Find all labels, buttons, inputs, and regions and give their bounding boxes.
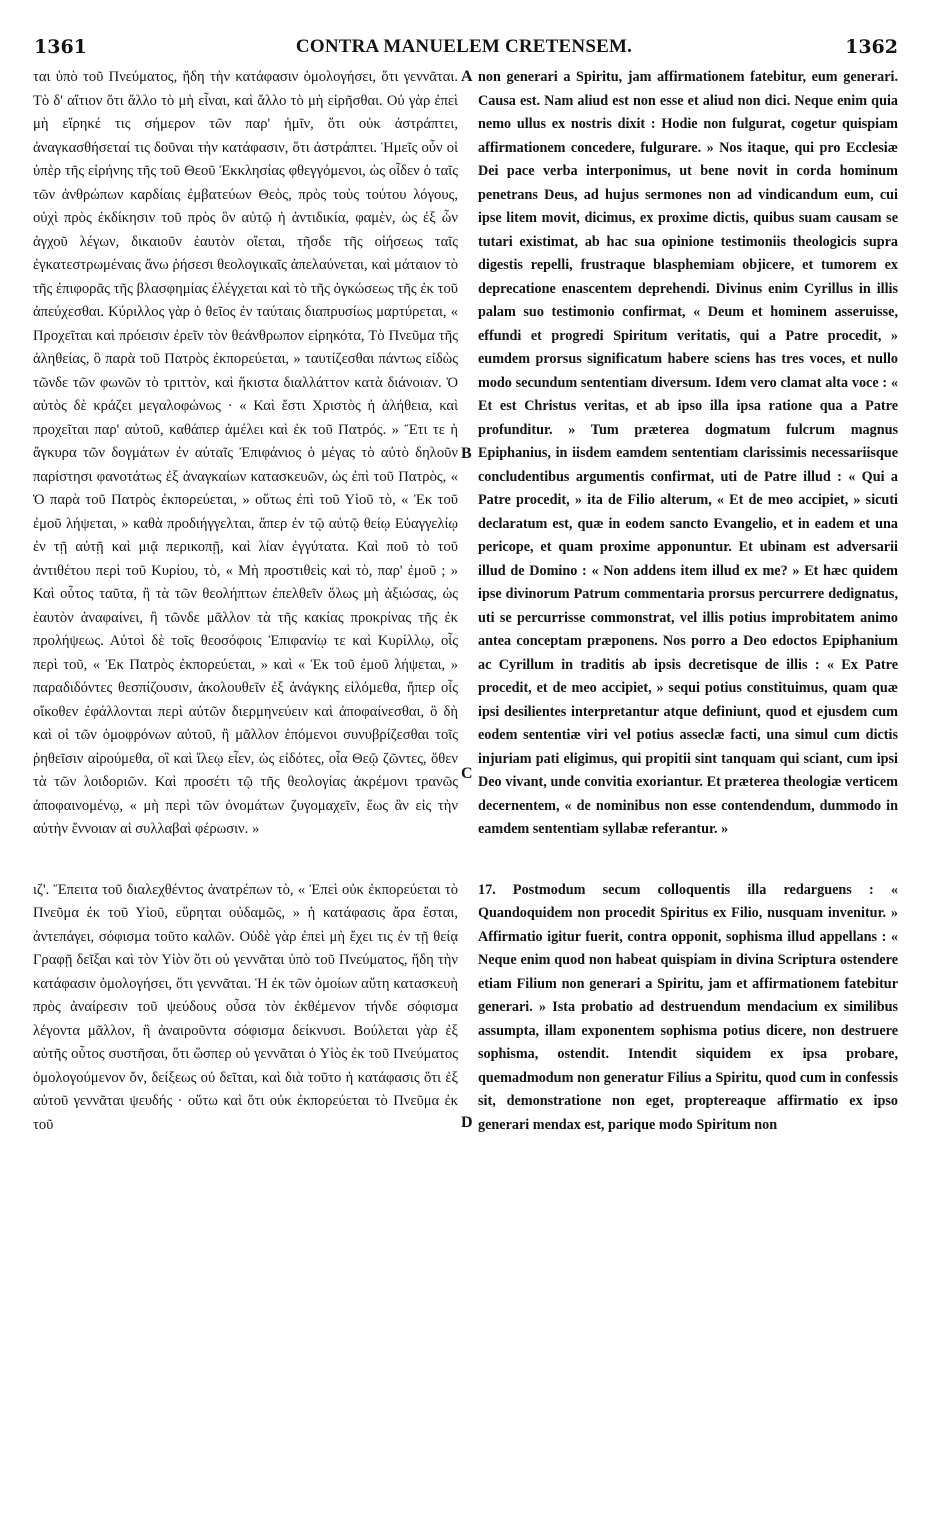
running-header	[30, 36, 898, 60]
section-gap	[478, 842, 898, 879]
greek-column	[33, 66, 458, 1531]
section-gap	[33, 842, 458, 879]
running-title: CONTRA MANUELEM CRETENSEM.	[295, 36, 633, 57]
margin-marker-b: B	[461, 445, 472, 462]
greek-paragraph-1: ται ὑπὸ τοῦ Πνεύματος, ἤδη τὴν κατάφασιν ὁμολογήσει, ὅτι γεννᾶται. Τὸ δ' αἴτιον ὅτι ἄλλο τὸ μὴ εἶναι, καὶ ἄλλο τὸ μὴ εἰρῆσθαι. Οὐ γὰρ ἐπεὶ μὴ εἴρηκέ τις σήμερον τῶν παρ' ἡμῖν, ὅτι οὐκ ἀστράπτει, ἀναγκασθήσεταί τις δοῦναι τὴν κατάφασιν, ὅτι ἀστράπτει. Ἡμεῖς οὖν οἱ ὑπὲρ τῆς εἰρήνης τῆς τοῦ Θεοῦ Ἐκκλησίας φθεγγόμενοι, ὡς οἶδεν ὁ ταῖς τῶν ἀνθρώπων καρδίαις ἐμβατεύων Θεὸς, πρὸς τοὺς τούτου λόγους, οὐχὶ πρὸς ἐκδίκησιν τοῦ πρὸς ὃν αὐτῷ ἡ ἀντιδικία, φαμὲν, ὡς ἐξ ὧν ἀγχοῦ λέγων, δικαιοῦν ἑαυτὸν οἴεται, τῆσδε τῆς οἰήσεως ταῖς ἐγκατεστρωμέναις ἄνω ῥήσεσι θεολογικαῖς ἀπελαύνεται, καὶ μάταιον τὸ τῆς ἐπιφορᾶς τῆς βλασφημίας ἐλέγχεται καὶ τὸ τῆς ὀγκώσεως τῆς ἐκ τοῦ ἀπεύχεσθαι. Κύριλλος γὰρ ὁ θεῖος ἐν ταύταις διαπρυσίως μαρτύρεται, « Προχεῖται καὶ πρόεισιν ἐρεῖν τὸν θεάνθρωπον εἰρηκότα, Τὸ Πνεῦμα τῆς ἀληθείας, ὃ παρὰ τοῦ Πατρὸς ἐκπορεύεται, » ταυτίζεσθαι πάντως εἰδὼς τῶνδε τῶν φωνῶν τὸ τριττὸν, καὶ ἥκιστα διαλλάττον κατὰ διάνοιαν. Ὁ αὐτὸς δὲ κράζει μεγαλοφώνως · « Καὶ ἔστι Χριστὸς ἡ ἀλήθεια, καὶ προχεῖται παρ' αὐτοῦ, καθάπερ ἀμέλει καὶ ἐκ τοῦ Πατρός. » Ἔτι τε ἡ ἄγκυρα τῶν δογμάτων ἐν αὐταῖς Ἐπιφάνιος ὁ μέγας τὸ αὐτὸ δηλοῦν παρίστησι φανοτάτως ἐξ ἀναγκαίων κατασκευῶν, ὡς ἐπὶ τοῦ Πατρὸς, « Ὁ παρὰ τοῦ Πατρὸς ἐκπορεύεται, » οὕτως ἐπὶ τοῦ Υἱοῦ τὸ, « Ἐκ τοῦ ἐμοῦ λήψεται, » καθὰ προδιήγγελται, ἅπερ ἐν τῷ αὐτῷ θείῳ Εὐαγγελίῳ ἐν τῇ αὐτῇ καὶ μιᾷ περικοπῇ, καὶ λίαν ἐγγύτατα. Καὶ ποῦ τὸ τοῦ ἀντιθέτου περὶ τοῦ Κυρίου, τὸ, « Μὴ προστιθεὶς καὶ τὸ, παρ' ἐμοῦ ; » Καὶ οὗτος ταῦτα, ἢ τὰ τῶν θεολήπτων ἐπελθεῖν ὅλως μὴ ἀξιώσας, ὡς ἑαυτὸν ἀναφαίνει, ἢ τῶνδε μᾶλλον τὰ τῆς κακίας προκρίνας τῆς ἐκ προλήψεως. Αὐτοὶ δὲ τοῖς θεοσόφοις Ἐπιφανίῳ τε καὶ Κυρίλλῳ, οἷς περὶ τοῦ, « Ἐκ Πατρὸς ἐκπορεύεται, » καὶ « Ἐκ τοῦ ἐμοῦ λήψεται, » παραδιδόντες θεσπίζουσιν, ἀκολουθεῖν ἐξ ἀνάγκης εἱλόμεθα, ἤπερ οἷς οἴκοθεν ἐφάλλονται περὶ αὐτῶν διερμηνεύειν καὶ ἀποφαίνεσθαι, ὃ δὴ καὶ οἱ τῶν ὁμοφρόνων αὐτοῦ, ἢ μᾶλλον ἑπόμενοι συνυβρίζεσθαι τοῖς ῥηθεῖσιν αἱρούμεθα, οἳ καὶ ἵλεῳ εἶεν, ὡς εἰδότες, οἷα Θεῷ ζῶντες, ὅθεν τὰ τῶν λοιδοριῶν. Καὶ προσέτι τῷ τῆς θεολογίας ἀκρέμονι τρανῶς ἀποφαινομένῳ, « μὴ περὶ τῶν ὀνομάτων ζυγομαχεῖν, ἕως ἂν εἰς τὴν αὐτὴν ἔννοιαν αἱ συλλαβαὶ φέρωσιν. »	[33, 69, 458, 837]
page-number-left: 1361	[34, 36, 87, 58]
greek-paragraph-2: ιζ'. Ἔπειτα τοῦ διαλεχθέντος ἀνατρέπων τὸ, « Ἐπεὶ οὐκ ἐκπορεύεται τὸ Πνεῦμα ἐκ τοῦ Υἱοῦ, εὕρηται οὐδαμῶς, » ἡ κατάφασις ἄρα ἔσται, ἀντεπάγει, σόφισμα τοῦτο καλῶν. Οὐδὲ γὰρ ἐπεὶ μὴ ἔχει τις ἐν τῇ θείᾳ Γραφῇ δεῖξαι καὶ τὸν Υἱὸν ὅτι οὐ γεννᾶται ὑπὸ τοῦ Πνεύματος, ἤδη τὴν κατάφασιν ὁμολογήσει, ὅτι γεννᾶται. Ἡ ἐκ τῶν ὁμοίων αὕτη κατασκευὴ πρὸς ἀναίρεσιν τοῦ ψεύδους οὖσα τὸν ἐκθέμενον τήνδε σόφισμα λέγοντα μᾶλλον, ἢ ἀναιροῦντα σόφισμα δείκνυσι. Βούλεται γὰρ ἐξ αὐτῆς οὗτος συστῆσαι, ὅτι ὥσπερ οὐ γεννᾶται ὁ Υἱὸς ἐκ τοῦ Πνεύματος ὁμολογούμενον ὄν, δείξεως οὐ δεῖται, καὶ διὰ τοῦτο ἡ κατάφασις ὅτι ἐξ αὐτοῦ γεννᾶται ψευδής · οὕτω καὶ ὅτι οὐκ ἐκπορεύεται τὸ Πνεῦμα ἐκ τοῦ	[33, 881, 458, 1133]
latin-column	[478, 66, 898, 1531]
margin-marker-c: C	[461, 765, 473, 782]
margin-marker-a: A	[461, 68, 473, 85]
margin-marker-d: D	[461, 1114, 473, 1131]
latin-paragraph-1: non generari a Spiritu, jam affirmationem fatebitur, eum generari. Causa est. Nam aliud est non esse et aliud non dici. Neque enim quia nemo ullus ex nostris dixit : Hodie non fulgurat, cogetur quispiam affirmationem concedere, fulgurare. » Nos itaque, qui pro Ecclesiæ Dei pace verba interponimus, ut bene novit in corda hominum penetrans Deus, ad hujus sermones non ad vindicandum eum, cui ipse litem movit, dicimus, ex proxime dictis, quibus suam causam se tutari existimat, ab hac sua opinione testimoniis theologicis supra digestis repelli, frustraque blasphemiam objicere, et tumorem ex deprecatione enascentem deprehendi. Divinus enim Cyrillus in illis palam suo testimonio confirmat, « Deum et hominem asseruisse, effundi et progredi Spiritum veritatis, qui a Patre procedit, » eumdem prorsus significatum habere sciens has tres voces, et nullo modo secundum sententiam diversum. Idem vero clamat alta voce : « Et est Christus veritas, et ab ipso illa ipsa ratione qua a Patre profunditur. » Tum præterea dogmatum fulcrum magnus Epiphanius, in iisdem eamdem sententiam clarissimis necessariisque concludentibus argumentis confirmat, uti de Patre illud : « Qui a Patre procedit, » ita de Filio alterum, « Et de meo accipiet, » sicuti declaratum est, quæ in eodem sancto Evangelio, et in eadem et una pericope, et quam proxime apponuntur. Et ubinam est adversarii illud de Domino : « Non addens item illud ex me? » Et hæc quidem ipse divinorum Patrum commentaria prorsus percurrere dedignatus, uti se percurrisse commonstrat, vel illis potius improbitatem animo antea conceptam præponens. Nos porro a Deo edoctos Epiphanium ac Cyrillum in traditis ab ipsis decretisque de illis : « Ex Patre procedit, et de meo accipiet, » sequi potius constituimus, quam quæ ipsi desilientes interpretantur atque definiunt, quod et ejusdem cum eodem sententiæ viri vel potius asseclæ facti, una simul cum dictis injuriam pati eligimus, qui propitii sint tanquam qui sciant, cum ipsi Deo vivant, unde convitia exoriantur. Et præterea theologiæ verticem decernentem, « de nominibus non esse contendendum, dummodo in eamdem sententiam syllabæ referantur. »	[478, 69, 898, 837]
page-number-right: 1362	[845, 36, 898, 58]
latin-paragraph-2: 17. Postmodum secum colloquentis illa redarguens : « Quandoquidem non procedit Spiritus ex Filio, nusquam invenitur. » Affirmatio igitur fuerit, contra opponit, sophisma illud appellans : « Neque enim quod non habeat quispiam in divina Scriptura ostendere etiam Filium non generari a Spiritu, jam et affirmationem fatebitur generari. » Ista probatio ad destruendum mendacium ex similibus assumpta, illam exponentem sophisma potius dicere, non destruere sophisma, ostendit. Intendit siquidem ex ipsa probare, quemadmodum non generatur Filius a Spiritu, quod cum in confessis sit, demonstratione non eget, proptereaque affirmatio ex ipso generari mendax est, parique modo Spiritum non	[478, 881, 898, 1133]
